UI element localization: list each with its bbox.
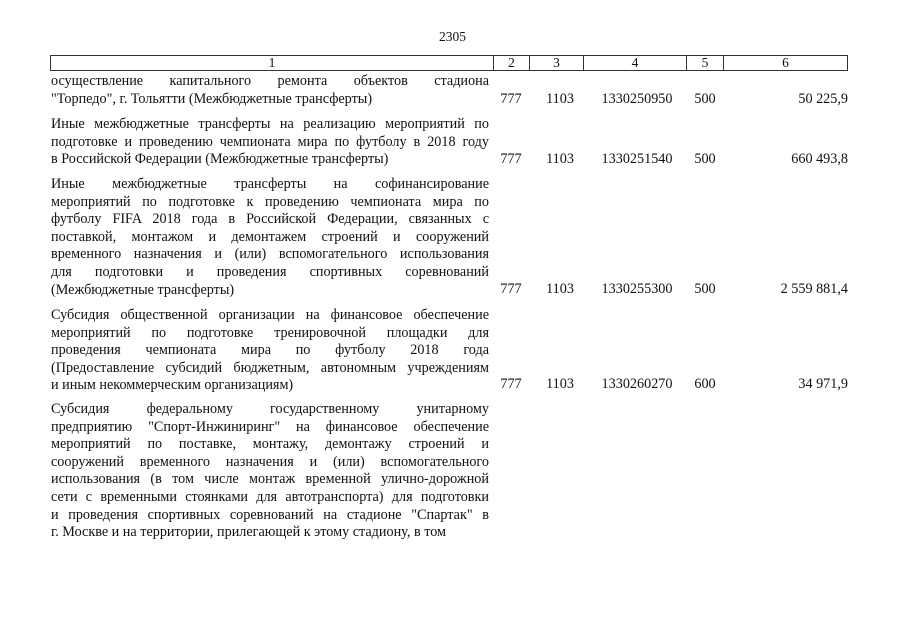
description-line: мероприятий по подготовке к проведению чемпионата мира по <box>51 193 489 210</box>
description-line: Субсидия общественной организации на финансовое обеспечение <box>51 307 489 323</box>
expense-type-code: 500 <box>694 91 716 107</box>
description-line: для подготовки и проведения спортивных соревнований <box>51 263 489 280</box>
target-article-code: 1330251540 <box>601 151 673 167</box>
target-article-code: 1330260270 <box>601 376 673 392</box>
description-line: мероприятий по подготовке тренировочной площадки для <box>51 324 489 341</box>
amount: 660 493,8 <box>791 151 848 167</box>
row-description <box>51 73 489 108</box>
description-line: футболу FIFA 2018 года в Российской Федерации, связанных с <box>51 211 489 228</box>
row-description <box>51 401 489 542</box>
row-description <box>51 307 489 395</box>
description-line: и проведения спортивных соревнований на стадионе "Спартак" в <box>51 506 489 523</box>
column-header-6: 6 <box>723 55 848 71</box>
description-line: проведения чемпионата мира по футболу 2018 года <box>51 342 489 359</box>
section-code: 1103 <box>546 91 574 107</box>
description-line: поставкой, монтажом и демонтажем строений и сооружений <box>51 228 489 245</box>
expense-type-code: 600 <box>694 376 716 392</box>
ministry-code: 777 <box>500 151 522 167</box>
description-line: временного назначения и (или) вспомогательного использования <box>51 246 489 263</box>
description-line: (Межбюджетные трансферты) <box>51 281 235 298</box>
description-line: сооружений временного назначения и (или) вспомогательного <box>51 453 489 470</box>
column-header-1: 1 <box>50 55 494 71</box>
amount: 34 971,9 <box>798 376 848 392</box>
ministry-code: 777 <box>500 281 522 297</box>
description-line: г. Москве и на территории, прилегающей к этому стадиону, в том <box>51 524 447 541</box>
column-header-3: 3 <box>529 55 584 71</box>
expense-type-code: 500 <box>694 281 716 297</box>
description-line: (Предоставление субсидий бюджетным, автономным учреждениям <box>51 359 489 376</box>
description-line: осуществление капитального ремонта объектов стадиона <box>51 73 489 89</box>
description-line: подготовке и проведению чемпионата мира по футболу в 2018 году <box>51 133 489 150</box>
description-line: Субсидия федеральному государственному унитарному <box>51 401 489 417</box>
target-article-code: 1330250950 <box>601 91 673 107</box>
section-code: 1103 <box>546 376 574 392</box>
description-line: Иные межбюджетные трансферты на реализацию мероприятий по <box>51 116 489 132</box>
row-description <box>51 176 489 299</box>
column-header-5: 5 <box>686 55 724 71</box>
description-line: Иные межбюджетные трансферты на софинансирование <box>51 176 489 192</box>
column-header-4: 4 <box>583 55 687 71</box>
description-line: сети с временными стоянками для автотранспорта) для подготовки <box>51 488 489 505</box>
row-description <box>51 116 489 169</box>
section-code: 1103 <box>546 151 574 167</box>
target-article-code: 1330255300 <box>601 281 673 297</box>
page-number: 2305 <box>439 29 466 44</box>
section-code: 1103 <box>546 281 574 297</box>
ministry-code: 777 <box>500 91 522 107</box>
description-line: использования (в том числе монтаж временной улично-дорожной <box>51 471 489 488</box>
amount: 2 559 881,4 <box>780 281 848 297</box>
description-line: и иным некоммерческим организациям) <box>51 377 294 394</box>
description-line: предприятию "Спорт-Инжиниринг" на финансовое обеспечение <box>51 418 489 435</box>
description-line: "Торпедо", г. Тольятти (Межбюджетные трансферты) <box>51 90 373 107</box>
description-line: в Российской Федерации (Межбюджетные трансферты) <box>51 151 389 168</box>
description-line: мероприятий по поставке, монтажу, демонтажу строений и <box>51 436 489 453</box>
column-header-2: 2 <box>493 55 530 71</box>
amount: 50 225,9 <box>798 91 848 107</box>
ministry-code: 777 <box>500 376 522 392</box>
expense-type-code: 500 <box>694 151 716 167</box>
